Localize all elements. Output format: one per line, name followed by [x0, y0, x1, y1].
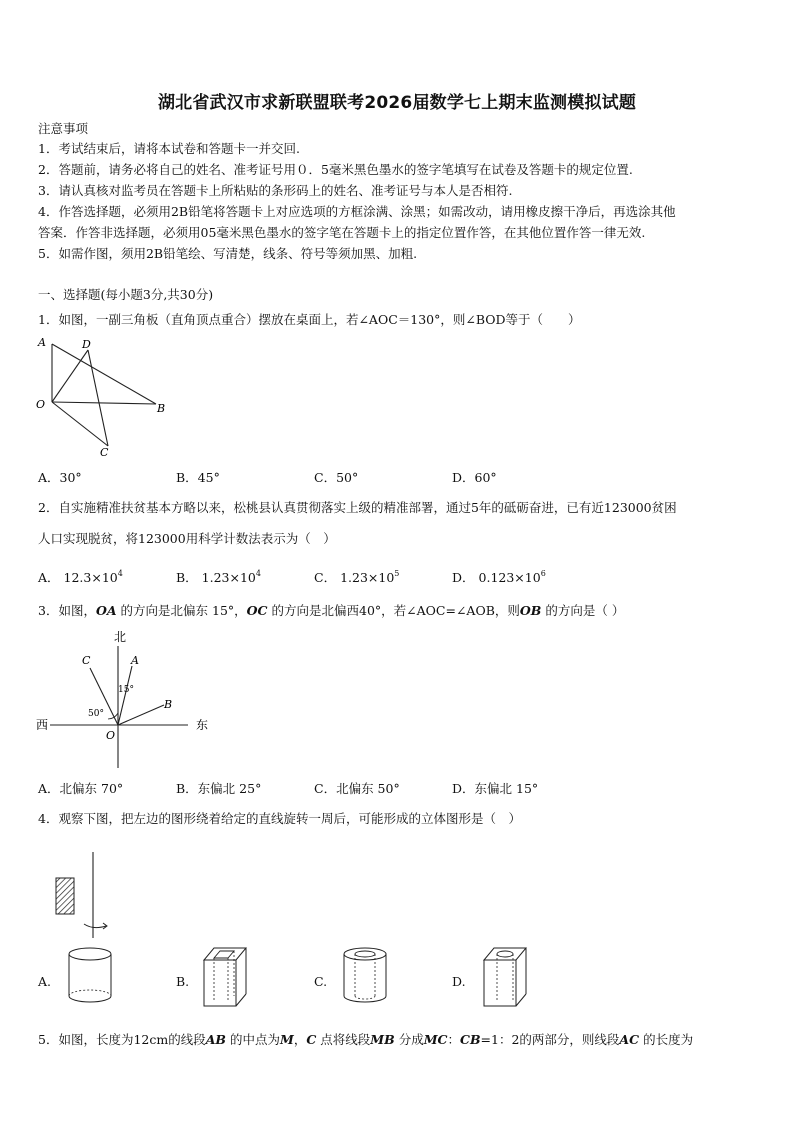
q3-label-west: 西: [36, 718, 49, 732]
q1-option-c: C．50°: [314, 470, 359, 485]
question-3-text: 3．如图，OA 的方向是北偏东 15°，OC 的方向是北偏西40°，若∠AOC=∠AOB，则OB 的方向是（ ）: [38, 603, 625, 618]
q1-label-d: D: [82, 338, 91, 351]
question-2-line-2: 人口实现脱贫，将123000用科学计数法表示为（ ）: [38, 531, 336, 546]
q1-options: [38, 468, 638, 486]
note-item: 答案．作答非选择题，必须用05毫米黑色墨水的签字笔在答题卡上的指定位置作答，在其他位置作答一律无效.: [38, 225, 646, 240]
q4-option-c: C.: [314, 974, 328, 989]
q2-option-d: D． $0.123\times 10^6$: [452, 569, 546, 585]
q1-option-d: D．60°: [452, 470, 497, 485]
q3-label-b: B: [164, 698, 173, 711]
q4-option-b: B.: [176, 974, 190, 989]
q4-option-a: A.: [38, 974, 52, 989]
q1-label-o: O: [36, 398, 46, 411]
q2-options: [38, 568, 638, 588]
q2-option-a: A． $12.3\times 10^4$: [38, 569, 123, 585]
q3-angle-15: 15°: [118, 685, 134, 695]
q3-label-o: O: [106, 729, 116, 742]
note-item: 2．答题前，请务必将自己的姓名、准考证号用０．5毫米黑色墨水的签字笔填写在试卷及答题卡的规定位置.: [38, 162, 633, 177]
q3-label-north: 北: [114, 630, 127, 644]
q1-label-b: B: [157, 402, 166, 415]
note-item: 4．作答选择题，必须用2B铅笔将答题卡上对应选项的方框涂满、涂黑；如需改动，请用橡皮擦干净后，再选涂其他: [38, 204, 676, 219]
q1-label-c: C: [100, 446, 109, 459]
q4-rotation-figure: [48, 850, 118, 940]
note-item: 1．考试结束后，请将本试卷和答题卡一并交回.: [38, 141, 300, 156]
q3-compass-figure: [36, 628, 226, 770]
q1-label-a: A: [38, 336, 46, 349]
q4-option-d: D.: [452, 974, 466, 989]
note-item: 5．如需作图，须用2B铅笔绘、写清楚，线条、符号等须加黑、加粗.: [38, 246, 418, 261]
q3-label-a: A: [131, 654, 139, 667]
notes-heading: 注意事项: [38, 121, 89, 136]
q3-option-a: A．北偏东 70°: [38, 781, 124, 796]
q4-box-with-hole-icon: [480, 940, 536, 1012]
q2-option-c: C． $1.23\times 10^5$: [314, 569, 400, 585]
q3-option-b: B．东偏北 25°: [176, 781, 262, 796]
q1-triangle-figure: [36, 334, 176, 460]
q3-option-d: D．东偏北 15°: [452, 781, 539, 796]
q1-option-a: A．30°: [38, 470, 82, 485]
question-1-text: 1．如图，一副三角板（直角顶点重合）摆放在桌面上，若∠AOC＝130°，则∠BOD等于（ ）: [38, 312, 581, 327]
question-4-text: 4．观察下图，把左边的图形绕着给定的直线旋转一周后，可能形成的立体图形是（ ）: [38, 811, 521, 826]
page-title: 湖北省武汉市求新联盟联考2026届数学七上期末监测模拟试题: [157, 93, 637, 113]
q3-option-c: C．北偏东 50°: [314, 781, 400, 796]
q4-hollow-cylinder-icon: [340, 944, 396, 1008]
question-2-line-1: 2．自实施精准扶贫基本方略以来，松桃县认真贯彻落实上级的精准部署，通过5年的砥砺奋进，已有近123000贫困: [38, 500, 677, 515]
note-item: 3．请认真核对监考员在答题卡上所粘贴的条形码上的姓名、准考证号与本人是否相符.: [38, 183, 513, 198]
q3-options: [38, 779, 638, 797]
q4-cylinder-icon: [66, 944, 122, 1006]
q3-label-east: 东: [196, 718, 209, 732]
q3-label-c: C: [82, 654, 91, 667]
q4-hollow-box-icon: [200, 940, 256, 1012]
section-heading: 一、选择题(每小题3分,共30分): [38, 287, 214, 302]
question-5-text: 5．如图，长度为12cm的线段AB 的中点为M，C 点将线段MB 分成MC：CB=1：2的两部分，则线段AC 的长度为: [38, 1032, 694, 1047]
q3-angle-50: 50°: [88, 709, 104, 719]
q1-option-b: B．45°: [176, 470, 220, 485]
q2-option-b: B． $1.23\times 10^4$: [176, 569, 261, 585]
